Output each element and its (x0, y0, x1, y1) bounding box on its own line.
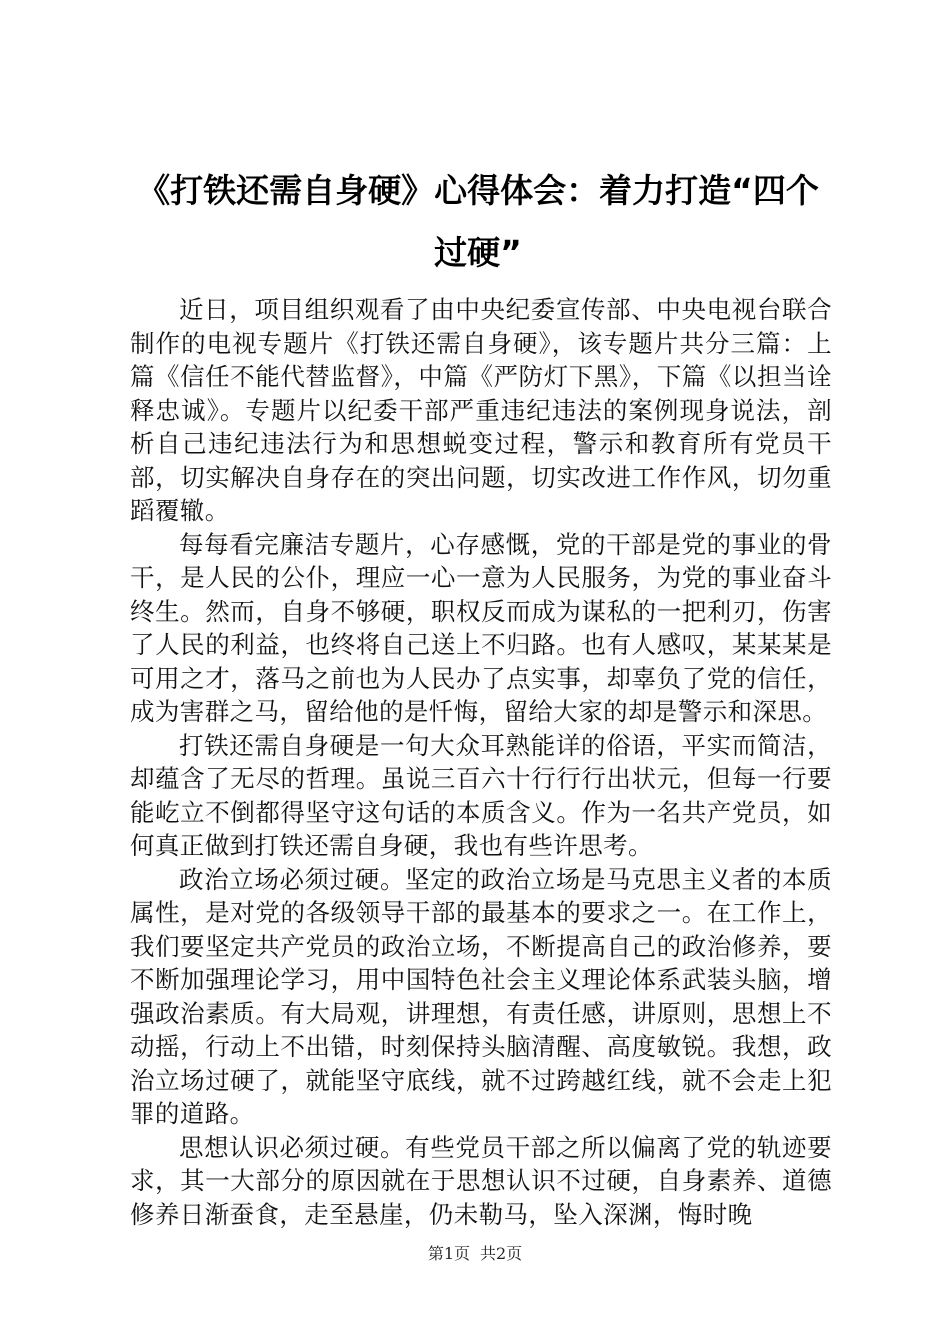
paragraph-4: 政治立场必须过硬。坚定的政治立场是马克思主义者的本质属性，是对党的各级领导干部的最基本的要求之一。在工作上，我们要坚定共产党员的政治立场，不断提高自己的政治修养，要不断加强理论学习，用中国特色社会主义理论体系武装头脑，增强政治素质。有大局观，讲理想，有责任感，讲原则，思想上不动摇，行动上不出错，时刻保持头脑清醒、高度敏锐。我想，政治立场过硬了，就能坚守底线，就不过跨越红线，就不会走上犯罪的道路。 (130, 864, 832, 1128)
page-number: 第1页 (427, 1244, 470, 1263)
document-title: 《打铁还需自身硬》心得体会：着力打造“四个过硬” (137, 171, 819, 272)
paragraph-1: 近日，项目组织观看了由中央纪委宣传部、中央电视台联合制作的电视专题片《打铁还需自身硬》，该专题片共分三篇：上篇《信任不能代替监督》，中篇《严防灯下黑》，下篇《以担当诠释忠诚》。专题片以纪委干部严重违纪违法的案例现身说法，剖析自己违纪违法行为和思想蜕变过程，警示和教育所有党员干部，切实解决自身存在的突出问题，切实改进工作作风，切勿重蹈覆辙。 (130, 295, 832, 525)
paragraph-3: 打铁还需自身硬是一句大众耳熟能详的俗语，平实而简洁，却蕴含了无尽的哲理。虽说三百六十行行行出状元，但每一行要能屹立不倒都得坚守这句话的本质含义。作为一名共产党员，如何真正做到打铁还需自身硬，我也有些许思考。 (130, 730, 832, 860)
paragraph-5: 思想认识必须过硬。有些党员干部之所以偏离了党的轨迹要求，其一大部分的原因就在于思想认识不过硬，自身素养、道德修养日渐蚕食，走至悬崖，仍未勒马，坠入深渊，悔时晚 (130, 1132, 832, 1229)
page-footer (0, 1244, 950, 1264)
paragraph-2: 每每看完廉洁专题片，心存感慨，党的干部是党的事业的骨干，是人民的公仆，理应一心一意为人民服务，为党的事业奋斗终生。然而，自身不够硬，职权反而成为谋私的一把利刃，伤害了人民的利益，也终将自己送上不归路。也有人感叹，某某某是可用之才，落马之前也为人民办了点实事，却辜负了党的信任，成为害群之马，留给他的是忏悔，留给大家的却是警示和深思。 (130, 529, 832, 726)
page-total: 共2页 (480, 1244, 523, 1263)
document-body (130, 293, 832, 1231)
